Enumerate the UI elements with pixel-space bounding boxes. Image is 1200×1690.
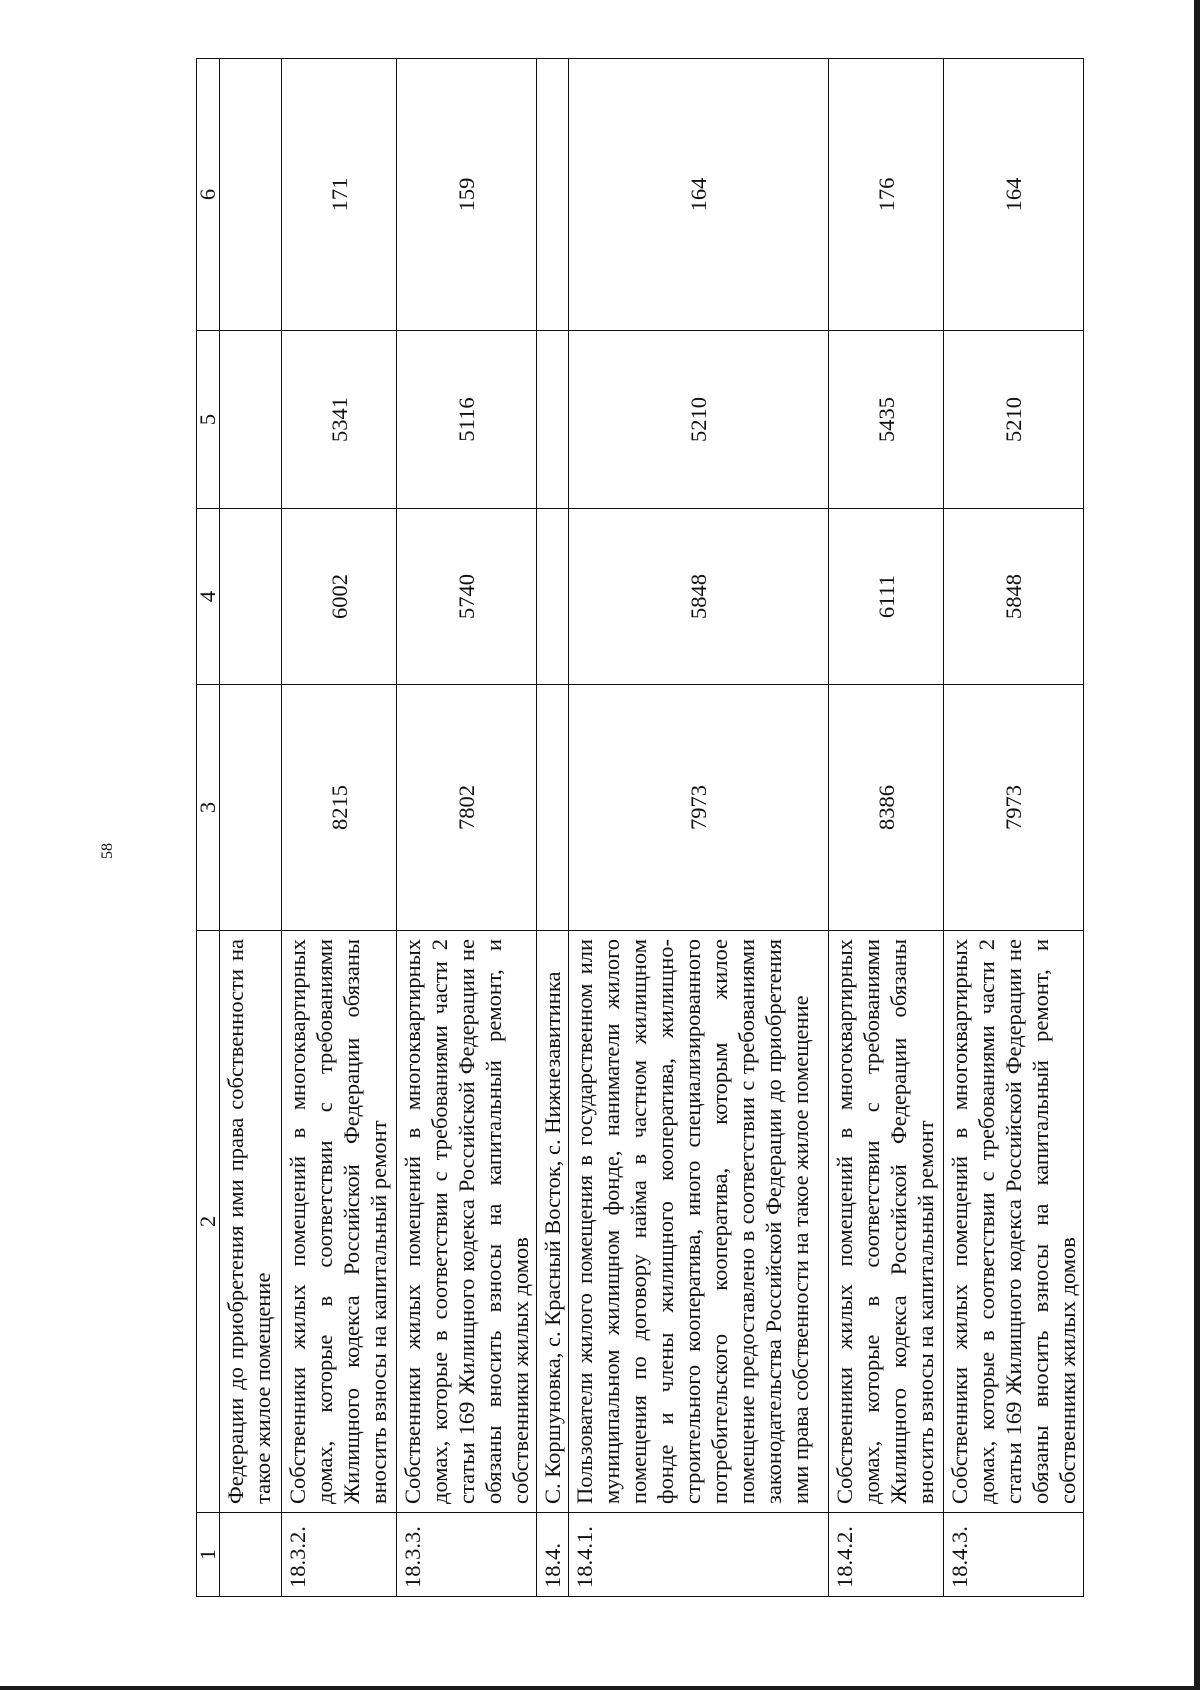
row-description: Федерации до приобретения ими права собственности на такое жилое помещение bbox=[220, 931, 282, 1513]
row-description: Собственники жилых помещений в многоквартирных домах, которые в соответствии с требованиями части 2 статьи 169 Жилищного кодекса Российской Федерации не обязаны вносить взносы на капитальный ремонт, и собственники жилых домов bbox=[944, 931, 1084, 1513]
row-value-3: 8215 bbox=[282, 685, 397, 931]
row-value-6: 171 bbox=[282, 59, 397, 331]
row-value-6: 176 bbox=[829, 59, 944, 331]
row-value-5: 5116 bbox=[397, 331, 537, 509]
row-description: Собственники жилых помещений в многоквартирных домах, которые в соответствии с требованиями части 2 статьи 169 Жилищного кодекса Российской Федерации не обязаны вносить взносы на капитальный ремонт, и собственники жилых домов bbox=[397, 931, 537, 1513]
row-code: 18.3.2. bbox=[282, 1513, 397, 1597]
row-value-3: 7802 bbox=[397, 685, 537, 931]
row-description: Пользователи жилого помещения в государственном или муниципальном жилищном фонде, наниматели жилого помещения по договору найма в частном жилищном фонде и члены жилищного кооператива, жилищно-строительного кооператива, иного специализированного потребительского кооператива, которым жилое помещение предоставлено в соответствии с требованиями законодательства Российской Федерации до приобретения ими права собственности на такое жилое помещение bbox=[569, 931, 829, 1513]
row-value-6 bbox=[537, 59, 569, 331]
table-row bbox=[397, 59, 537, 1597]
table-row bbox=[282, 59, 397, 1597]
row-code: 18.3.3. bbox=[397, 1513, 537, 1597]
row-code: 18.4.2. bbox=[829, 1513, 944, 1597]
row-description: С. Коршуновка, с. Красный Восток, с. Нижнезавитинка bbox=[537, 931, 569, 1513]
row-value-5: 5341 bbox=[282, 331, 397, 509]
row-value-3: 7973 bbox=[569, 685, 829, 931]
table-row-section bbox=[537, 59, 569, 1597]
row-value-5: 5210 bbox=[944, 331, 1084, 509]
row-value-4: 5848 bbox=[944, 509, 1084, 685]
row-value-6: 159 bbox=[397, 59, 537, 331]
row-value-3: 8386 bbox=[829, 685, 944, 931]
row-value-4: 5848 bbox=[569, 509, 829, 685]
row-value-4 bbox=[537, 509, 569, 685]
row-description: Собственники жилых помещений в многоквартирных домах, которые в соответствии с требованиями Жилищного кодекса Российской Федерации обязаны вносить взносы на капитальный ремонт bbox=[829, 931, 944, 1513]
header-col-2: 2 bbox=[197, 931, 220, 1513]
scan-edge-right bbox=[1194, 0, 1200, 1690]
page-number: 58 bbox=[99, 843, 116, 859]
row-code: 18.4.3. bbox=[944, 1513, 1084, 1597]
row-code: 18.4.1. bbox=[569, 1513, 829, 1597]
row-value-4: 6002 bbox=[282, 509, 397, 685]
row-value-4: 6111 bbox=[829, 509, 944, 685]
row-code bbox=[220, 1513, 282, 1597]
row-value-6: 164 bbox=[944, 59, 1084, 331]
table-row bbox=[829, 59, 944, 1597]
header-col-5: 5 bbox=[197, 331, 220, 509]
row-value-4 bbox=[220, 509, 282, 685]
row-value-3 bbox=[537, 685, 569, 931]
row-value-5 bbox=[537, 331, 569, 509]
tariff-table bbox=[196, 58, 1084, 1597]
row-value-5 bbox=[220, 331, 282, 509]
table-row bbox=[569, 59, 829, 1597]
row-value-5: 5435 bbox=[829, 331, 944, 509]
row-value-3 bbox=[220, 685, 282, 931]
row-description: Собственники жилых помещений в многоквартирных домах, которые в соответствии с требованиями Жилищного кодекса Российской Федерации обязаны вносить взносы на капитальный ремонт bbox=[282, 931, 397, 1513]
header-col-4: 4 bbox=[197, 509, 220, 685]
table-row bbox=[944, 59, 1084, 1597]
row-code: 18.4. bbox=[537, 1513, 569, 1597]
row-value-5: 5210 bbox=[569, 331, 829, 509]
row-value-4: 5740 bbox=[397, 509, 537, 685]
row-value-6 bbox=[220, 59, 282, 331]
table-row bbox=[220, 59, 282, 1597]
rotated-table-container bbox=[195, 59, 1080, 1597]
header-col-1: 1 bbox=[197, 1513, 220, 1597]
header-col-3: 3 bbox=[197, 685, 220, 931]
header-col-6: 6 bbox=[197, 59, 220, 331]
row-value-3: 7973 bbox=[944, 685, 1084, 931]
scan-edge-bottom bbox=[0, 1686, 1200, 1690]
row-value-6: 164 bbox=[569, 59, 829, 331]
table-header-row bbox=[197, 59, 220, 1597]
